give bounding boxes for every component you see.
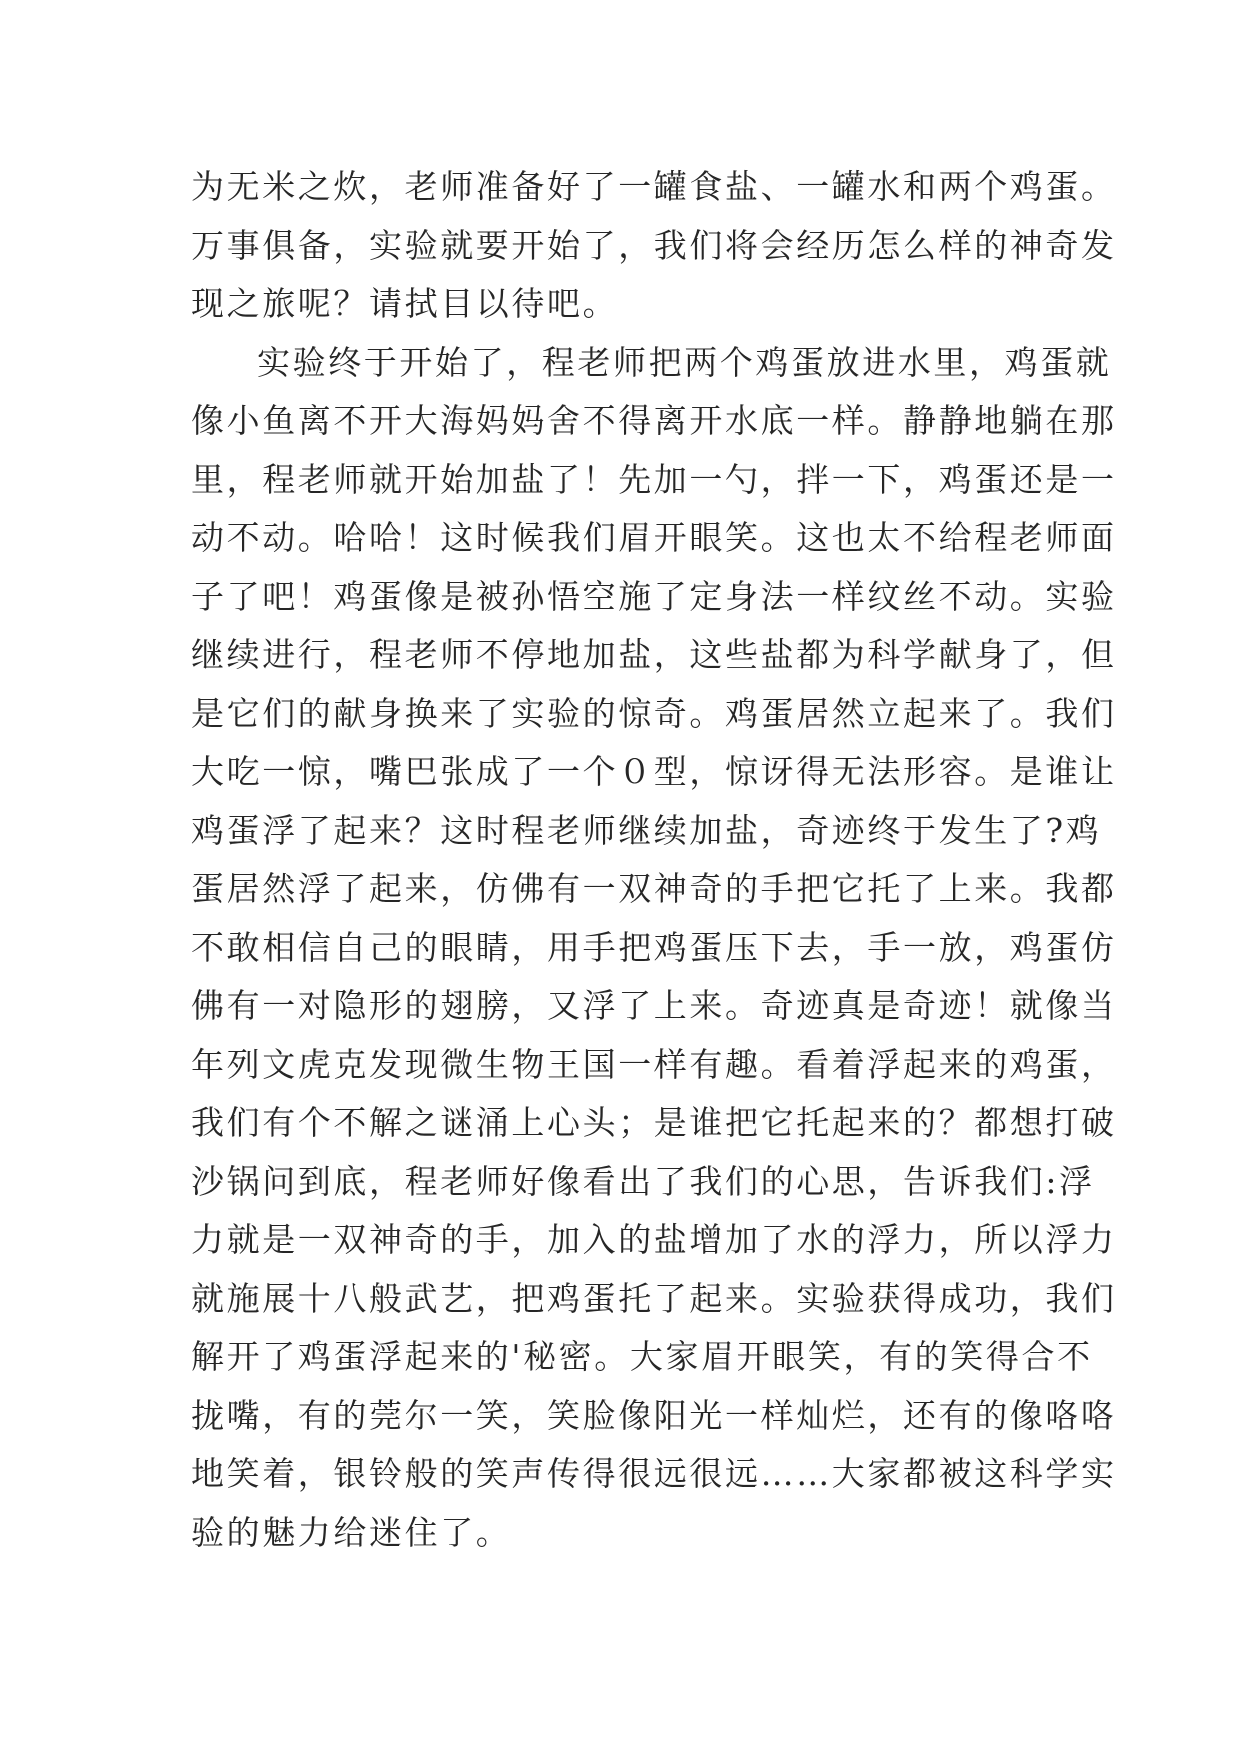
text-line: 为无米之炊，老师准备好了一罐食盐、一罐水和两个鸡蛋。: [191, 167, 1117, 206]
paragraph-first-line: 实验终于开始了，程老师把两个鸡蛋放进水里，鸡蛋就: [257, 342, 1112, 382]
text-line: 解开了鸡蛋浮起来的'秘密。大家眉开眼笑，有的笑得合不: [191, 1337, 1093, 1376]
text-line: 地笑着，银铃般的笑声传得很远很远……大家都被这科学实: [191, 1454, 1117, 1493]
text-line: 动不动。哈哈！这时候我们眉开眼笑。这也太不给程老师面: [191, 518, 1117, 557]
text-line: 我们有个不解之谜涌上心头；是谁把它托起来的？都想打破: [191, 1103, 1117, 1142]
text-line: 是它们的献身换来了实验的惊奇。鸡蛋居然立起来了。我们: [191, 693, 1117, 733]
text-line: 就施展十八般武艺，把鸡蛋托了起来。实验获得成功，我们: [191, 1278, 1117, 1318]
text-line: 验的魅力给迷住了。: [191, 1512, 512, 1552]
text-line: 佛有一对隐形的翅膀，又浮了上来。奇迹真是奇迹！就像当: [191, 986, 1117, 1025]
body-text: [191, 158, 1117, 1562]
text-line: 继续进行，程老师不停地加盐，这些盐都为科学献身了，但: [191, 635, 1117, 674]
text-line: 力就是一双神奇的手，加入的盐增加了水的浮力，所以浮力: [191, 1220, 1117, 1259]
text-line: 现之旅呢？请拭目以待吧。: [191, 284, 619, 323]
text-line: 不敢相信自己的眼睛，用手把鸡蛋压下去，手一放，鸡蛋仿: [191, 927, 1117, 967]
text-line: 鸡蛋浮了起来？这时程老师继续加盐，奇迹终于发生了?鸡: [191, 810, 1102, 850]
text-line: 大吃一惊，嘴巴张成了一个０型，惊讶得无法形容。是谁让: [191, 752, 1117, 791]
text-line: 像小鱼离不开大海妈妈舍不得离开水底一样。静静地躺在那: [191, 401, 1117, 440]
text-line: 子了吧！鸡蛋像是被孙悟空施了定身法一样纹丝不动。实验: [191, 576, 1117, 616]
text-line: 拢嘴，有的莞尔一笑，笑脸像阳光一样灿烂，还有的像咯咯: [191, 1395, 1117, 1435]
text-line: 万事俱备，实验就要开始了，我们将会经历怎么样的神奇发: [191, 225, 1117, 265]
text-line: 里，程老师就开始加盐了！先加一勺，拌一下，鸡蛋还是一: [191, 459, 1117, 499]
text-line: 蛋居然浮了起来，仿佛有一双神奇的手把它托了上来。我都: [191, 869, 1117, 908]
text-line: 沙锅问到底，程老师好像看出了我们的心思，告诉我们:浮: [191, 1161, 1095, 1201]
text-line: 年列文虎克发现微生物王国一样有趣。看着浮起来的鸡蛋，: [191, 1044, 1117, 1084]
